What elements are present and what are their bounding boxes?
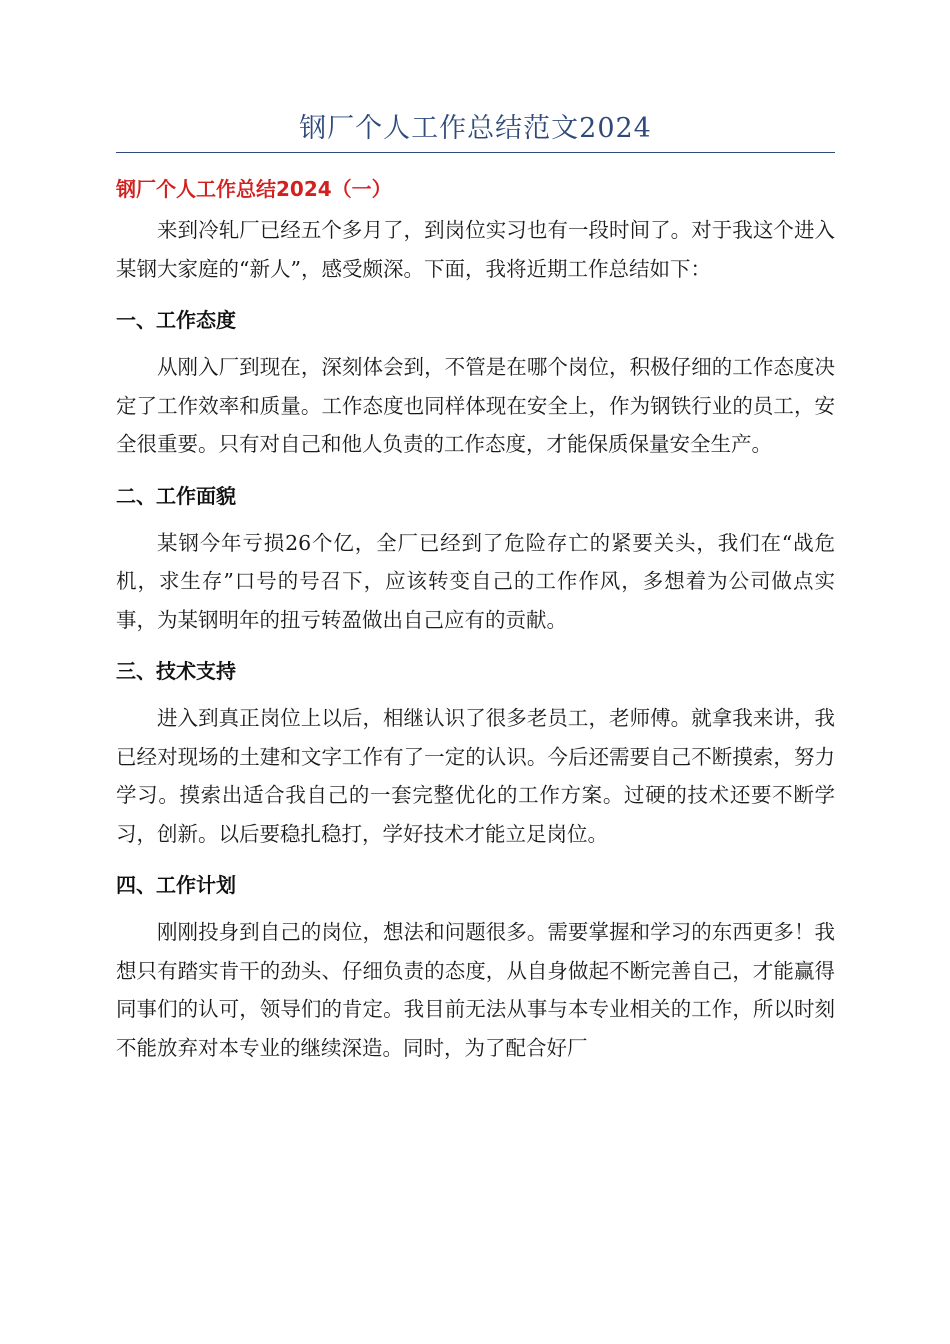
paragraph-work-outlook: 某钢今年亏损26个亿，全厂已经到了危险存亡的紧要关头，我们在“战危机，求生存”口号的号召下，应该转变自己的工作作风，多想着为公司做点实事，为某钢明年的扭亏转盈做出自己应有的贡献。: [116, 530, 835, 632]
paragraph-work-attitude: 从刚入厂到现在，深刻体会到，不管是在哪个岗位，积极仔细的工作态度决定了工作效率和质量。工作态度也同样体现在安全上，作为钢铁行业的员工，安全很重要。只有对自己和他人负责的工作态度，才能保质保量安全生产。: [116, 355, 835, 456]
subheading-work-outlook: 二、工作面貌: [116, 483, 236, 508]
paragraph-work-plan: 刚刚投身到自己的岗位，想法和问题很多。需要掌握和学习的东西更多！我想只有踏实肯干的劲头、仔细负责的态度，从自身做起不断完善自己，才能赢得同事们的认可，领导们的肯定。我目前无法从事与本专业相关的工作，所以时刻不能放弃对本专业的继续深造。同时，为了配合好厂: [116, 920, 835, 1060]
section-heading: 钢厂个人工作总结2024（一）: [116, 177, 392, 201]
intro-paragraph: 来到冷轧厂已经五个多月了，到岗位实习也有一段时间了。对于我这个进入某钢大家庭的“新人”，感受颇深。下面，我将近期工作总结如下：: [116, 218, 835, 281]
subheading-work-plan: 四、工作计划: [116, 873, 236, 897]
document-title: 钢厂个人工作总结范文2024: [116, 110, 835, 153]
subheading-technical-support: 三、技术支持: [116, 659, 236, 683]
document-page: [116, 110, 835, 1067]
subheading-work-attitude: 一、工作态度: [116, 308, 236, 332]
paragraph-technical-support: 进入到真正岗位上以后，相继认识了很多老员工，老师傅。就拿我来讲，我已经对现场的土建和文字工作有了一定的认识。今后还需要自己不断摸索，努力学习。摸索出适合我自己的一套完整优化的工作方案。过硬的技术还要不断学习，创新。以后要稳扎稳打，学好技术才能立足岗位。: [116, 706, 835, 846]
